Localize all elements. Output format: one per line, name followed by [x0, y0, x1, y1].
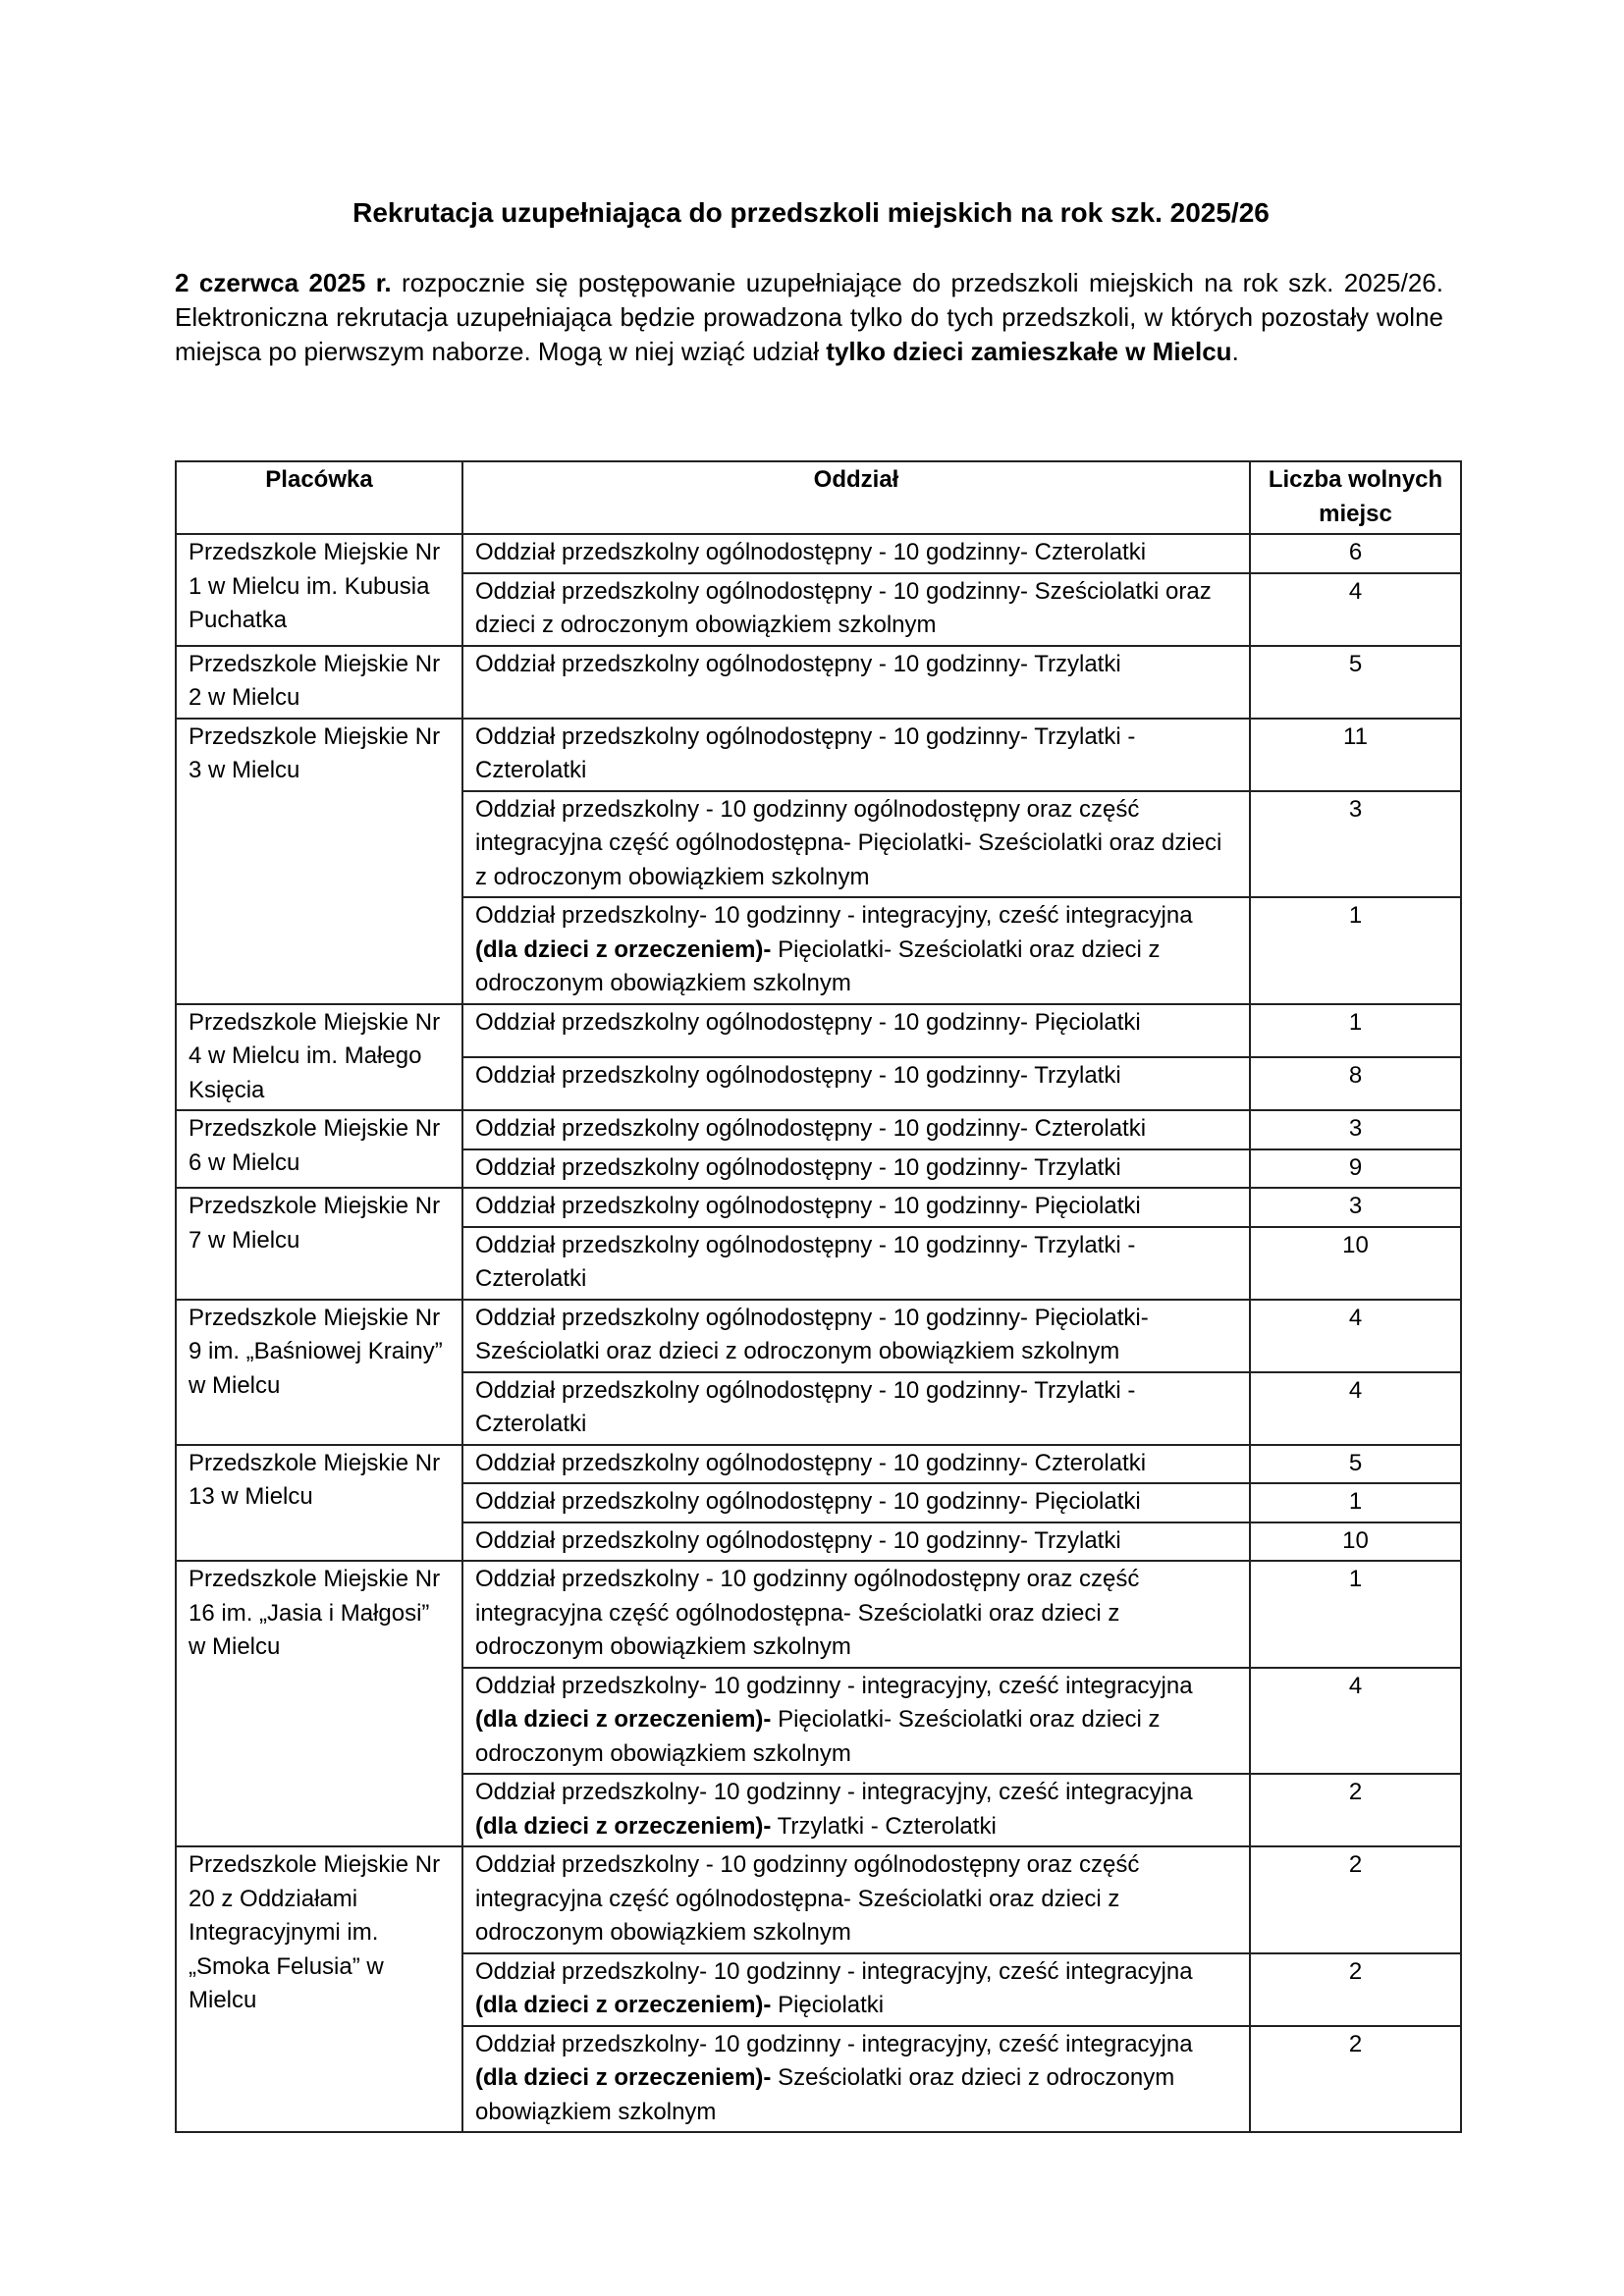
- placowka-cell: Przedszkole Miejskie Nr 13 w Mielcu: [176, 1445, 462, 1562]
- oddzial-text: Oddział przedszkolny ogólnodostępny - 10 godzinny- Trzylatki: [475, 650, 1121, 677]
- oddzial-cell: [462, 1522, 1250, 1562]
- free-places-count: 4: [1250, 573, 1461, 646]
- oddzial-cell: [462, 1445, 1250, 1484]
- free-places-count: 1: [1250, 1004, 1461, 1057]
- free-places-count: 4: [1250, 1300, 1461, 1372]
- oddzial-cell: [462, 573, 1250, 646]
- intro-text: rozpocznie się postępowanie uzupełniające do przedszkoli miejskich na rok szk. 2025/26. Elektroniczna rekrutacja uzupełniająca będzie prowadzona tylko do tych przedszkoli, w których pozostały wolne miejsca po pierwszym naborze. Mogą w niej wziąć udział: [175, 268, 1443, 366]
- free-places-count: 9: [1250, 1149, 1461, 1189]
- intro-end: .: [1231, 337, 1239, 366]
- free-places-count: 1: [1250, 1483, 1461, 1522]
- table-row: [176, 1445, 1461, 1484]
- oddzial-cell: [462, 1188, 1250, 1227]
- oddzial-text: Oddział przedszkolny- 10 godzinny - integracyjny, cześć integracyjna: [475, 2030, 1193, 2057]
- intro-paragraph: [175, 266, 1443, 369]
- placowka-cell: Przedszkole Miejskie Nr 2 w Mielcu: [176, 646, 462, 719]
- oddzial-text: Oddział przedszkolny ogólnodostępny - 10 godzinny- Pięciolatki: [475, 1008, 1141, 1036]
- placowka-cell: Przedszkole Miejskie Nr 7 w Mielcu: [176, 1188, 462, 1300]
- free-places-count: 5: [1250, 646, 1461, 719]
- oddzial-text: Oddział przedszkolny ogólnodostępny - 10 godzinny- Czterolatki: [475, 1115, 1147, 1142]
- oddzial-cell: [462, 2026, 1250, 2133]
- oddzial-cell: [462, 719, 1250, 791]
- free-places-table: [175, 460, 1462, 2133]
- free-places-count: 2: [1250, 1846, 1461, 1953]
- free-places-count: 11: [1250, 719, 1461, 791]
- header-placowka: Placówka: [176, 461, 462, 534]
- table-row: [176, 719, 1461, 791]
- oddzial-text-end: Pięciolatki: [771, 1992, 885, 2018]
- oddzial-cell: [462, 1774, 1250, 1846]
- oddzial-text: Oddział przedszkolny- 10 godzinny - integracyjny, cześć integracyjna: [475, 1957, 1193, 1985]
- oddzial-text: Oddział przedszkolny - 10 godzinny ogólnodostępny oraz część integracyjna część ogólnodostępna- Sześciolatki oraz dzieci z odroczonym obowiązkiem szkolnym: [475, 1566, 1140, 1660]
- table-row: [176, 1188, 1461, 1227]
- free-places-count: 3: [1250, 1188, 1461, 1227]
- document-title: Rekrutacja uzupełniająca do przedszkoli miejskich na rok szk. 2025/26: [352, 197, 1270, 228]
- free-places-count: 4: [1250, 1372, 1461, 1445]
- oddzial-cell: [462, 791, 1250, 898]
- placowka-cell: Przedszkole Miejskie Nr 6 w Mielcu: [176, 1110, 462, 1188]
- oddzial-cell: [462, 1057, 1250, 1110]
- table-header-row: [176, 461, 1461, 534]
- header-oddzial: Oddział: [462, 461, 1250, 534]
- oddzial-text: Oddział przedszkolny - 10 godzinny ogólnodostępny oraz część integracyjna część ogólnodostępna- Pięciolatki- Sześciolatki oraz dzieci z odroczonym obowiązkiem szkolnym: [475, 795, 1222, 890]
- table-row: [176, 534, 1461, 573]
- placowka-cell: Przedszkole Miejskie Nr 16 im. „Jasia i Małgosi” w Mielcu: [176, 1561, 462, 1846]
- oddzial-text: Oddział przedszkolny ogólnodostępny - 10 godzinny- Trzylatki - Czterolatki: [475, 1376, 1136, 1437]
- table-row: [176, 1004, 1461, 1057]
- oddzial-text: Oddział przedszkolny - 10 godzinny ogólnodostępny oraz część integracyjna część ogólnodostępna- Sześciolatki oraz dzieci z odroczonym obowiązkiem szkolnym: [475, 1851, 1140, 1946]
- table-row: [176, 1561, 1461, 1668]
- oddzial-text: Oddział przedszkolny ogólnodostępny - 10 godzinny- Sześciolatki oraz dzieci z odroczonym obowiązkiem szkolnym: [475, 577, 1212, 638]
- free-places-count: 5: [1250, 1445, 1461, 1484]
- free-places-count: 2: [1250, 2026, 1461, 2133]
- free-places-count: 2: [1250, 1953, 1461, 2026]
- oddzial-text: Oddział przedszkolny ogólnodostępny - 10 godzinny- Trzylatki: [475, 1153, 1121, 1181]
- placowka-cell: Przedszkole Miejskie Nr 20 z Oddziałami Integracyjnymi im. „Smoka Felusia” w Mielcu: [176, 1846, 462, 2132]
- table-row: [176, 1300, 1461, 1372]
- intro-date: 2 czerwca 2025 r.: [175, 268, 392, 297]
- oddzial-text-end: Pięciolatki- Sześciolatki oraz dzieci z odroczonym obowiązkiem szkolnym: [475, 935, 1161, 996]
- oddzial-text: Oddział przedszkolny- 10 godzinny - integracyjny, cześć integracyjna: [475, 1779, 1193, 1805]
- placowka-cell: Przedszkole Miejskie Nr 9 im. „Baśniowej Krainy” w Mielcu: [176, 1300, 462, 1445]
- table-body: [176, 534, 1461, 2132]
- oddzial-cell: [462, 646, 1250, 719]
- oddzial-text-end: Sześciolatki oraz dzieci z odroczonym obowiązkiem szkolnym: [475, 2064, 1175, 2125]
- free-places-count: 2: [1250, 1774, 1461, 1846]
- oddzial-text: Oddział przedszkolny- 10 godzinny - integracyjny, cześć integracyjna: [475, 1672, 1193, 1699]
- oddzial-text-end: Trzylatki - Czterolatki: [771, 1812, 997, 1840]
- oddzial-bold-note: (dla dzieci z orzeczeniem)-: [475, 1992, 772, 2018]
- oddzial-cell: [462, 1004, 1250, 1057]
- oddzial-cell: [462, 1149, 1250, 1189]
- oddzial-cell: [462, 1372, 1250, 1445]
- free-places-count: 10: [1250, 1522, 1461, 1562]
- oddzial-text: Oddział przedszkolny ogólnodostępny - 10 godzinny- Czterolatki: [475, 1449, 1147, 1476]
- oddzial-text: Oddział przedszkolny- 10 godzinny - integracyjny, cześć integracyjna: [475, 902, 1193, 929]
- oddzial-cell: [462, 1227, 1250, 1300]
- free-places-count: 6: [1250, 534, 1461, 573]
- free-places-count: 8: [1250, 1057, 1461, 1110]
- free-places-count: 10: [1250, 1227, 1461, 1300]
- oddzial-text: Oddział przedszkolny ogólnodostępny - 10 godzinny- Trzylatki: [475, 1061, 1121, 1089]
- oddzial-cell: [462, 534, 1250, 573]
- free-places-count: 1: [1250, 1561, 1461, 1668]
- oddzial-text-end: Pięciolatki- Sześciolatki oraz dzieci z odroczonym obowiązkiem szkolnym: [475, 1706, 1161, 1767]
- oddzial-cell: [462, 1953, 1250, 2026]
- oddzial-cell: [462, 1846, 1250, 1953]
- oddzial-bold-note: (dla dzieci z orzeczeniem)-: [475, 2064, 772, 2091]
- oddzial-text: Oddział przedszkolny ogólnodostępny - 10 godzinny- Pięciolatki: [475, 1193, 1141, 1219]
- oddzial-bold-note: (dla dzieci z orzeczeniem)-: [475, 1706, 772, 1733]
- oddzial-cell: [462, 1561, 1250, 1668]
- placowka-cell: Przedszkole Miejskie Nr 3 w Mielcu: [176, 719, 462, 1004]
- intro-eligibility: tylko dzieci zamieszkałe w Mielcu: [826, 337, 1232, 366]
- free-places-count: 3: [1250, 791, 1461, 898]
- free-places-count: 4: [1250, 1668, 1461, 1775]
- oddzial-cell: [462, 1300, 1250, 1372]
- oddzial-cell: [462, 1668, 1250, 1775]
- table-row: [176, 1110, 1461, 1149]
- table-row: [176, 1846, 1461, 1953]
- oddzial-cell: [462, 897, 1250, 1004]
- oddzial-text: Oddział przedszkolny ogólnodostępny - 10 godzinny- Trzylatki: [475, 1526, 1121, 1554]
- table-row: [176, 646, 1461, 719]
- header-liczba: Liczba wolnych miejsc: [1250, 461, 1461, 534]
- oddzial-text: Oddział przedszkolny ogólnodostępny - 10 godzinny- Pięciolatki- Sześciolatki oraz dzieci z odroczonym obowiązkiem szkolnym: [475, 1304, 1149, 1364]
- oddzial-text: Oddział przedszkolny ogólnodostępny - 10 godzinny- Pięciolatki: [475, 1488, 1141, 1515]
- placowka-cell: Przedszkole Miejskie Nr 4 w Mielcu im. Małego Księcia: [176, 1004, 462, 1111]
- oddzial-text: Oddział przedszkolny ogólnodostępny - 10 godzinny- Trzylatki - Czterolatki: [475, 722, 1136, 783]
- oddzial-text: Oddział przedszkolny ogólnodostępny - 10 godzinny- Czterolatki: [475, 539, 1147, 565]
- placowka-cell: Przedszkole Miejskie Nr 1 w Mielcu im. Kubusia Puchatka: [176, 534, 462, 646]
- free-places-count: 1: [1250, 897, 1461, 1004]
- oddzial-cell: [462, 1483, 1250, 1522]
- oddzial-bold-note: (dla dzieci z orzeczeniem)-: [475, 935, 772, 963]
- oddzial-text: Oddział przedszkolny ogólnodostępny - 10 godzinny- Trzylatki - Czterolatki: [475, 1231, 1136, 1292]
- oddzial-bold-note: (dla dzieci z orzeczeniem)-: [475, 1812, 772, 1840]
- oddzial-cell: [462, 1110, 1250, 1149]
- free-places-count: 3: [1250, 1110, 1461, 1149]
